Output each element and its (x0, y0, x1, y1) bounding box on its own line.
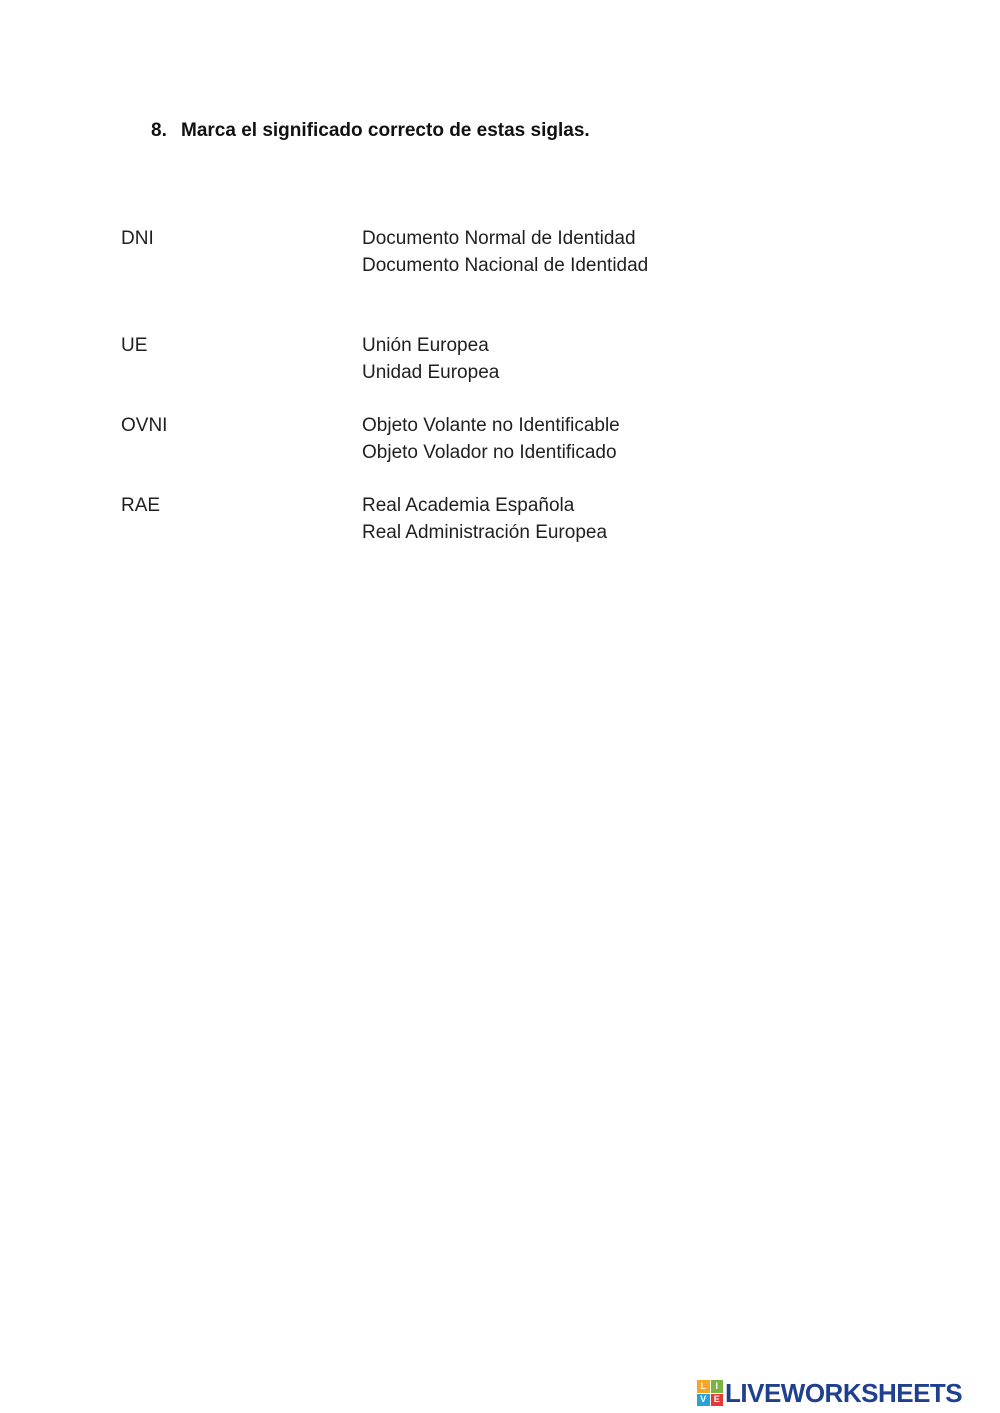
logo-text: LIVEWORKSHEETS (725, 1377, 963, 1408)
liveworksheets-logo (697, 1378, 962, 1408)
option-item[interactable]: Real Administración Europea (362, 522, 608, 543)
option-item[interactable]: Unidad Europea (362, 362, 500, 383)
option-item[interactable]: Unión Europea (362, 335, 489, 356)
acronym-label: DNI (121, 228, 154, 249)
logo-mark-icon (697, 1380, 723, 1406)
question-number: 8. (151, 120, 167, 141)
logo-mark-cell: V (697, 1394, 710, 1407)
logo-mark-cell: L (697, 1380, 710, 1393)
option-item[interactable]: Documento Normal de Identidad (362, 228, 636, 249)
option-item[interactable]: Documento Nacional de Identidad (362, 255, 649, 276)
acronym-label: UE (121, 335, 148, 356)
acronym-label: OVNI (121, 415, 168, 436)
option-item[interactable]: Objeto Volante no Identificable (362, 415, 620, 436)
option-item[interactable]: Real Academia Española (362, 495, 575, 516)
option-item[interactable]: Objeto Volador no Identificado (362, 442, 617, 463)
option-group (362, 225, 648, 279)
option-group (362, 332, 499, 386)
question-text: Marca el significado correcto de estas siglas. (181, 120, 590, 141)
logo-mark-cell: I (711, 1380, 724, 1393)
option-group (362, 492, 607, 546)
option-group (362, 412, 620, 466)
acronym-label: RAE (121, 495, 161, 516)
logo-mark-cell: E (711, 1394, 724, 1407)
question-heading (151, 120, 590, 142)
